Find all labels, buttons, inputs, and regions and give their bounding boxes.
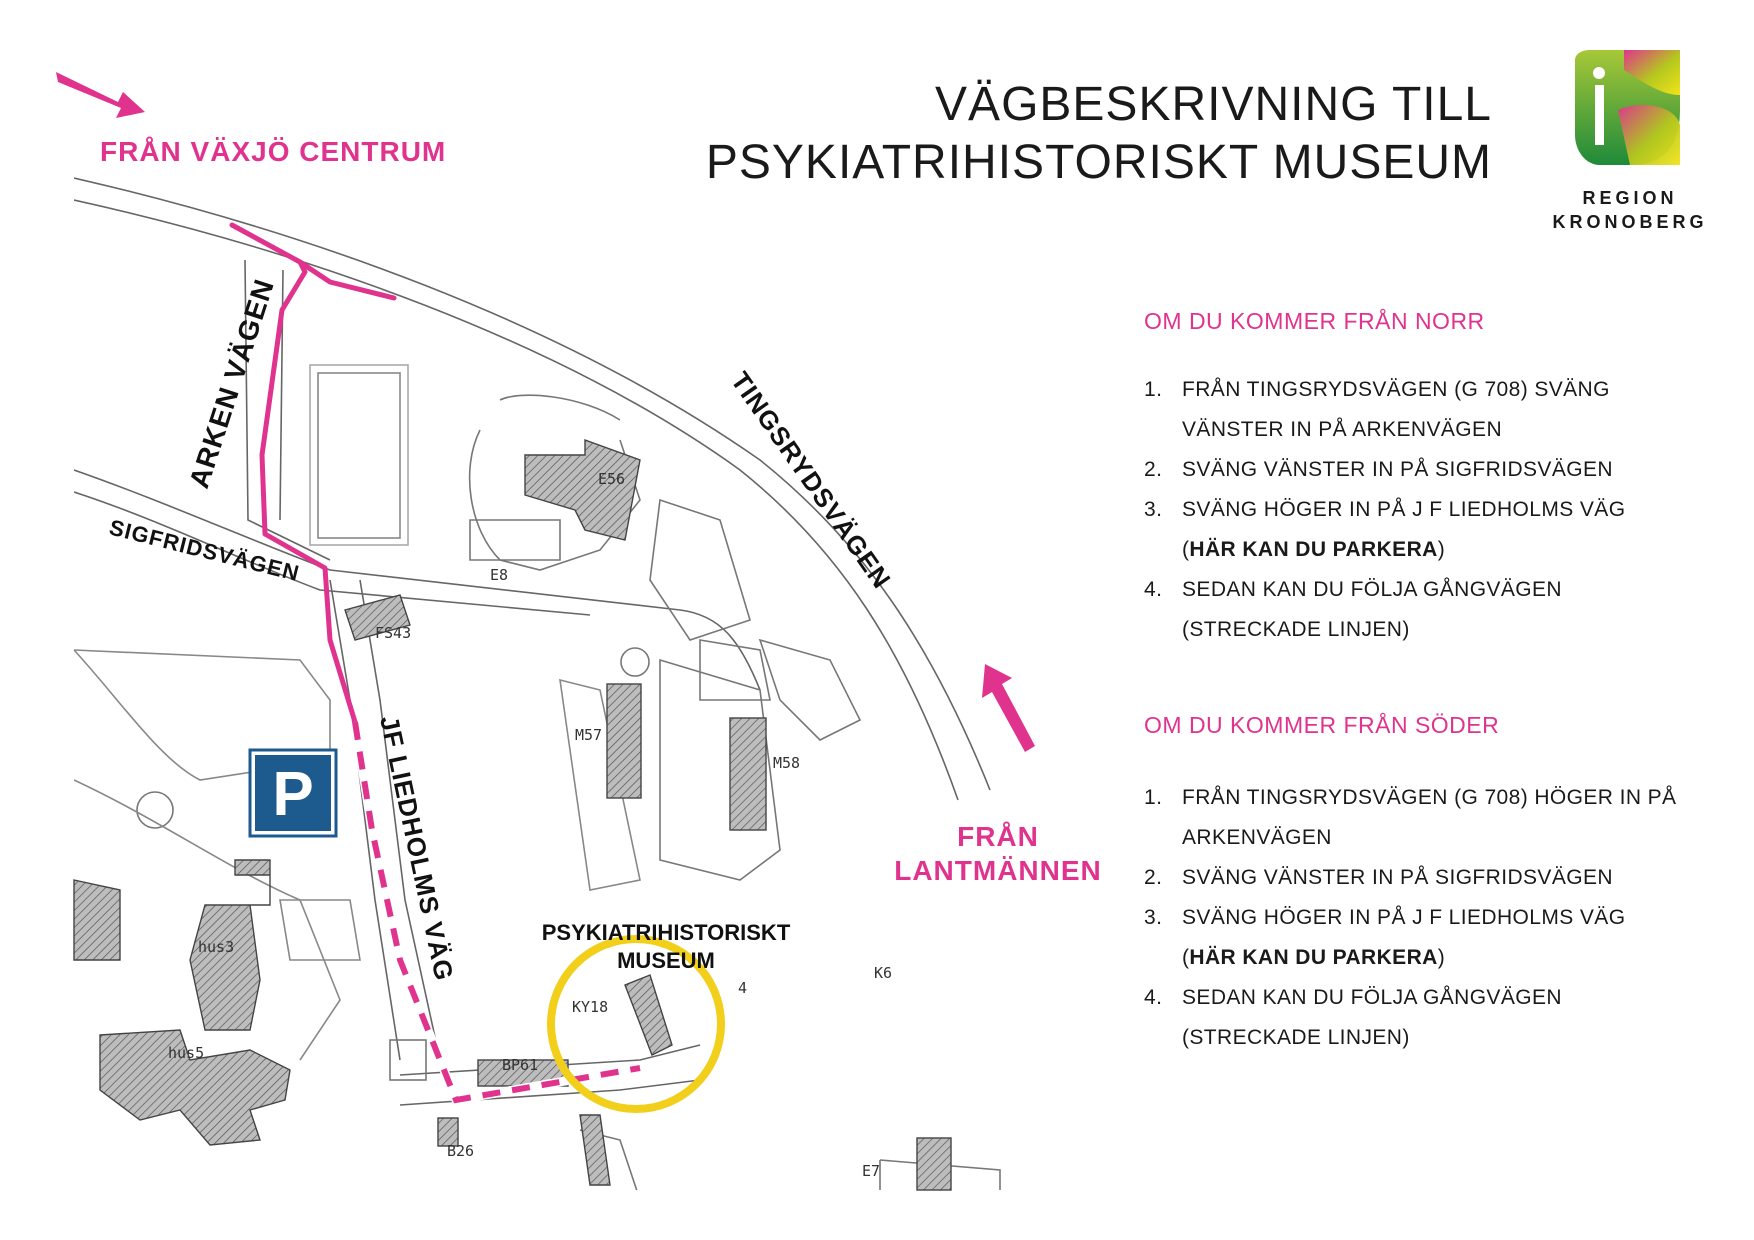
step-text-line2: VÄNSTER IN PÅ ARKENVÄGEN [1182, 418, 1503, 441]
step-text: SVÄNG VÄNSTER IN PÅ SIGFRIDSVÄGEN [1182, 458, 1613, 481]
building-m58 [730, 718, 766, 830]
building-hus-left [74, 880, 120, 960]
building-lower-center [580, 1115, 610, 1185]
step-number: 2. [1144, 866, 1163, 889]
step-text-line2: ARKENVÄGEN [1182, 826, 1332, 849]
parking-note: HÄR KAN DU PARKERA [1189, 538, 1438, 561]
building-e56 [525, 440, 640, 540]
step-text: SVÄNG HÖGER IN PÅ J F LIEDHOLMS VÄG [1182, 498, 1626, 521]
south-steps [1144, 778, 1724, 1058]
page-title-line2: PSYKIATRIHISTORISKT MUSEUM [705, 136, 1492, 189]
label-hus3: hus3 [198, 938, 235, 956]
logo-text-line2: KRONOBERG [1552, 212, 1708, 232]
step-note: (HÄR KAN DU PARKERA) [1182, 946, 1446, 969]
step-text-line2: (STRECKADE LINJEN) [1182, 1026, 1410, 1049]
south-step-4 [1144, 978, 1724, 1058]
museum-label-line1: PSYKIATRIHISTORISKT [541, 920, 791, 945]
label-e8: E8 [490, 566, 509, 584]
step-number: 2. [1144, 458, 1163, 481]
road-label-tingsryds: TINGSRYDSVÄGEN [725, 366, 898, 595]
road-label-sigfrids: SIGFRIDSVÄGEN [106, 514, 303, 587]
label-m58: M58 [773, 754, 801, 772]
page-title-line1: VÄGBESKRIVNING TILL [935, 78, 1492, 131]
step-text: SVÄNG HÖGER IN PÅ J F LIEDHOLMS VÄG [1182, 906, 1626, 929]
parking-sign [250, 750, 336, 836]
step-number: 4. [1144, 578, 1163, 601]
page-title [706, 76, 1492, 192]
label-from-lantmannen-line1: FRÅN [957, 821, 1039, 852]
label-m57: M57 [575, 726, 603, 744]
building-ky18 [625, 975, 672, 1055]
label-e7: E7 [862, 1162, 881, 1180]
step-text-line2: (STRECKADE LINJEN) [1182, 618, 1410, 641]
step-text: SEDAN KAN DU FÖLJA GÅNGVÄGEN [1182, 578, 1562, 601]
step-text: SEDAN KAN DU FÖLJA GÅNGVÄGEN [1182, 986, 1562, 1009]
step-text: SVÄNG VÄNSTER IN PÅ SIGFRIDSVÄGEN [1182, 866, 1613, 889]
arrow-from-lantmannen [982, 664, 1035, 752]
step-number: 3. [1144, 498, 1163, 521]
south-step-3 [1144, 898, 1724, 978]
region-kronoberg-logo [1575, 50, 1680, 165]
road-label-jf-liedholms: JF LIEDHOLMS VÄG [374, 713, 460, 984]
step-text: FRÅN TINGSRYDSVÄGEN (G 708) SVÄNG [1182, 378, 1610, 401]
label-bp61: BP61 [502, 1056, 539, 1074]
label-ky18: KY18 [572, 998, 609, 1016]
south-step-1 [1144, 778, 1724, 858]
south-step-2 [1144, 858, 1724, 898]
museum-label-line2: MUSEUM [617, 948, 715, 973]
building-m57 [607, 684, 641, 798]
step-number: 3. [1144, 906, 1163, 929]
step-note: (HÄR KAN DU PARKERA) [1182, 538, 1446, 561]
label-from-lantmannen [878, 820, 1118, 888]
north-step-2 [1144, 450, 1724, 490]
parking-note: HÄR KAN DU PARKERA [1189, 946, 1438, 969]
label-b26: B26 [447, 1142, 475, 1160]
road-label-arken: ARKEN VÄGEN [183, 275, 281, 492]
logo-text-line1: REGION [1582, 188, 1678, 208]
label-hus5: hus5 [168, 1044, 205, 1062]
north-step-3 [1144, 490, 1724, 570]
parking-symbol: P [272, 760, 314, 829]
step-number: 4. [1144, 986, 1163, 1009]
label-from-lantmannen-line2: LANTMÄNNEN [894, 855, 1102, 886]
label-fs43: FS43 [375, 624, 412, 642]
step-number: 1. [1144, 786, 1163, 809]
north-heading: OM DU KOMMER FRÅN NORR [1144, 308, 1485, 334]
step-text: FRÅN TINGSRYDSVÄGEN (G 708) HÖGER IN PÅ [1182, 786, 1677, 809]
south-heading: OM DU KOMMER FRÅN SÖDER [1144, 712, 1500, 738]
arrow-from-center [56, 72, 145, 118]
label-k6: K6 [874, 964, 893, 982]
logo-text [1540, 186, 1720, 234]
label-4: 4 [738, 979, 748, 997]
north-steps [1144, 370, 1724, 650]
north-step-1 [1144, 370, 1724, 450]
label-e56: E56 [598, 470, 626, 488]
label-from-vaxjo-centrum: FRÅN VÄXJÖ CENTRUM [100, 136, 447, 167]
building-e7 [917, 1138, 951, 1190]
north-step-4 [1144, 570, 1724, 650]
step-number: 1. [1144, 378, 1163, 401]
